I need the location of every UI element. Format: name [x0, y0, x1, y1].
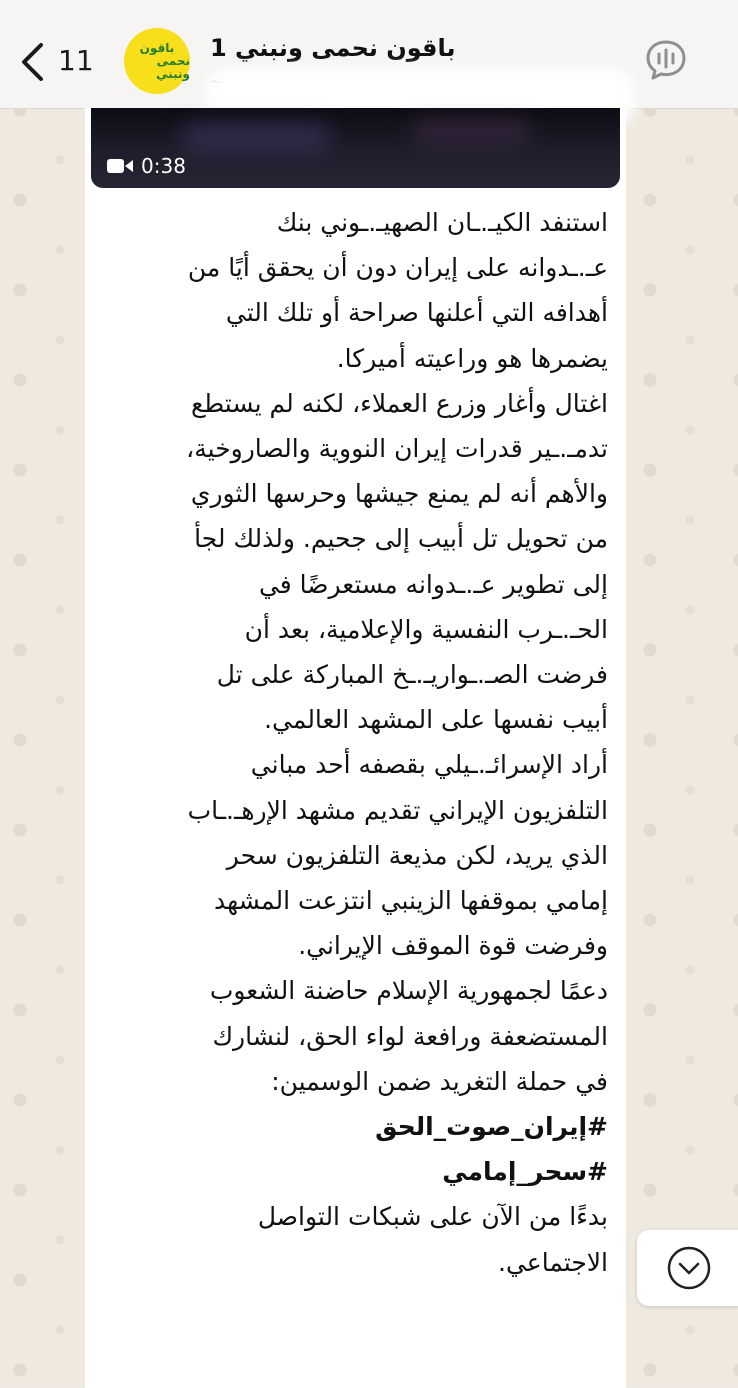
message-line: في حملة التغريد ضمن الوسمين: — [271, 1066, 608, 1096]
message-line: يضمرها هو وراعيته أميركا. — [336, 343, 608, 373]
chat-title[interactable]: باقون نحمى ونبني 1 — [210, 34, 456, 62]
message-line: بدءًا من الآن على شبكات التواصل — [257, 1202, 608, 1232]
message-line: وفرضت قوة الموقف الإيراني. — [298, 931, 608, 961]
message-line: الذي يريد، لكن مذيعة التلفزيون سحر — [226, 840, 608, 870]
avatar-text-line1: باقون — [139, 40, 175, 55]
chat-header — [0, 0, 738, 109]
message-line: استنفد الكيـ.ـان الصهيـ.ـوني بنك — [276, 208, 608, 237]
message-line: أراد الإسرائـ.ـيلي بقصفه أحد مباني — [250, 750, 608, 780]
message-line: المستضعفة ورافعة لواء الحق، لنشارك — [212, 1021, 608, 1051]
message-line: فرضت الصـ.ـواريـ.ـخ المباركة على تل — [216, 660, 608, 690]
message-text — [100, 200, 608, 1285]
video-frame-blur — [181, 122, 331, 152]
hashtag-link[interactable]: #إيران_صوت_الحق — [375, 1112, 608, 1142]
message-line: إلى تطوير عـ.ـدوانه مستعرضًا في — [258, 569, 608, 599]
voice-chat-button[interactable] — [644, 38, 688, 82]
message-line: اغتال وأغار وزرع العملاء، لكنه لم يستطع — [190, 388, 608, 418]
video-duration: 0:38 — [141, 154, 186, 178]
message-line: عـ.ـدوانه على إيران دون أن يحقق أيًا من — [187, 253, 608, 283]
video-thumbnail[interactable] — [91, 108, 620, 188]
back-button[interactable] — [12, 40, 52, 84]
message-line: دعمًا لجمهورية الإسلام حاضنة الشعوب — [209, 976, 608, 1006]
chevron-left-icon — [19, 42, 45, 82]
message-line: من تحويل تل أبيب إلى جحيم. ولذلك لجأ — [194, 524, 608, 554]
video-duration-badge — [107, 154, 186, 178]
message-line: أهدافه التي أعلنها صراحة أو تلك التي — [225, 298, 608, 328]
message-line: التلفزيون الإيراني تقديم مشهد الإرهـ.ـاب — [187, 795, 608, 825]
group-avatar[interactable] — [124, 28, 190, 94]
video-camera-icon — [107, 158, 133, 174]
message-line: الاجتماعي. — [498, 1247, 608, 1277]
unread-count[interactable]: 11 — [58, 44, 94, 77]
scroll-to-bottom-button[interactable] — [637, 1230, 738, 1306]
message-line: إمامي بموقفها الزينبي انتزعت المشهد — [214, 886, 608, 916]
message-line: أبيب نفسها على المشهد العالمي. — [264, 705, 608, 735]
video-frame-blur — [411, 118, 531, 144]
message-line: والأهم أنه لم يمنع جيشها وحرسها الثوري — [190, 479, 608, 509]
avatar-text-line2: نحمى ونبني — [156, 53, 190, 81]
hashtag-link[interactable]: #سحر_إمامي — [442, 1157, 608, 1187]
message-line: تدمـ.ـير قدرات إيران النووية والصاروخية، — [186, 434, 608, 464]
message-line: الحـ.ـرب النفسية والإعلامية، بعد أن — [244, 614, 608, 644]
chevron-down-icon — [666, 1245, 712, 1291]
voice-chat-icon — [644, 38, 688, 82]
